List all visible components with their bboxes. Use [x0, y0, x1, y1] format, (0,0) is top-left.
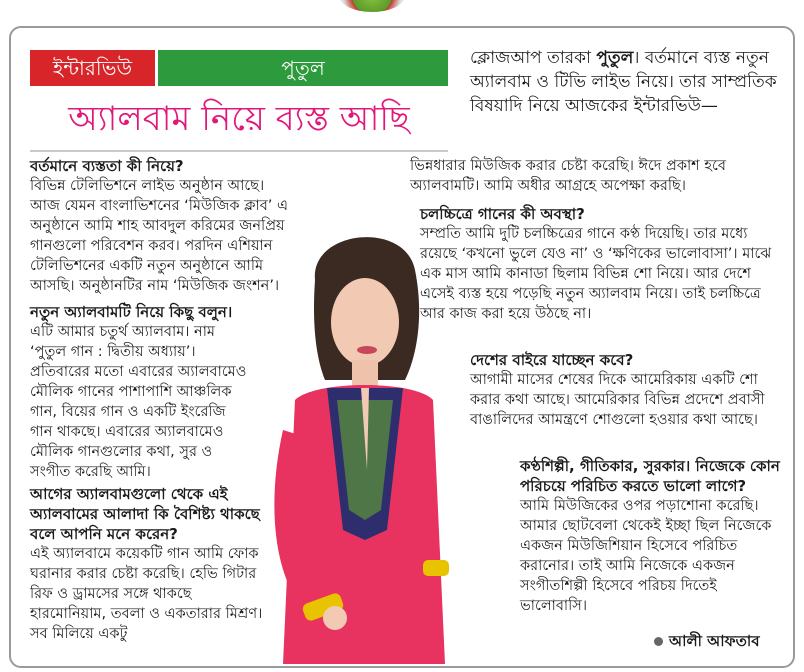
- hand: [323, 606, 347, 630]
- sleeve-cuff-right: [423, 560, 449, 576]
- question: বর্তমানে ব্যস্ততা কী নিয়ে?: [30, 157, 184, 175]
- answer: আমি মিউজিকের ওপর পড়াশোনা করেছি। আমার ছোটবেলা থেকেই ইচ্ছা ছিল নিজেকে একজন মিউজিশিয়ান হিসেবে পরিচিত করানোর। তাই আমি নিজেকে একজন সংগীতশিল্পী হিসেবে পরিচয় দিতেই ভালোবাসি।: [520, 498, 772, 614]
- answer: সম্প্রতি আমি দুটি চলচ্চিত্রের গানে কণ্ঠ দিয়েছি। তার মধ্যে রয়েছে ‘কখনো ভুলে যেও না’ ও ‘ক্ষণিকের ভালোবাসা’। মাঝে এক মাস আমি কানাডা ছিলাম বিভিন্ন শো নিয়ে। আর দেশে এসেই ব্যস্ত হয়ে পড়েছি নতুন অ্যালবাম নিয়ে। তাই চলচ্চিত্রে আর কাজ করা হয়ে উঠছে না।: [420, 226, 772, 322]
- subject-name-tag: পুতুল: [158, 50, 448, 86]
- intro-before: ক্লোজআপ তারকা: [470, 48, 591, 68]
- qa-block-3-continued: [410, 156, 780, 196]
- answer: এটি আমার চতুর্থ অ্যালবাম। নাম ‘পুতুল গান : দ্বিতীয় অধ্যায়’। প্রতিবারের মতো এবারের অ্যালবামেও মৌলিক গানের পাশাপাশি আঞ্চলিক গান, বিয়ের গান ও একটি ইংরেজি গান থাকছে। এবারের অ্যালবামেও মৌলিক গানগুলোর কথা, সুর ও সংগীত করেছি আমি।: [30, 324, 247, 480]
- qa-block-1: [30, 156, 292, 296]
- qa-block-4: [420, 204, 780, 324]
- headline: অ্যালবাম নিয়ে ব্যস্ত আছি: [68, 99, 410, 139]
- divider: [30, 150, 448, 152]
- answer: এই অ্যালবামে কয়েকটি গান আমি ফোক ঘরানার করার চেষ্টা করেছি। হেভি গিটার রিফ ও ড্রামসের সঙ্গে থাকছে হারমোনিয়াম, তবলা ও একতারার মিশ্রণ। সব মিলিয়ে একটু: [30, 546, 263, 642]
- section-tag: ইন্টারভিউ: [30, 50, 155, 86]
- qa-block-5: [470, 350, 770, 430]
- question: কণ্ঠশিল্পী, গীতিকার, সুরকার। নিজেকে কোন পরিচয়ে পরিচিত করতে ভালো লাগে?: [520, 457, 780, 495]
- intro-text: [470, 46, 780, 118]
- question: দেশের বাইরে যাচ্ছেন কবে?: [470, 351, 634, 369]
- answer: আগামী মাসের শেষের দিকে আমেরিকায় একটি শো করার কথা আছে। আমেরিকার বিভিন্ন প্রদেশে প্রবাসী বাঙালিদের আমন্ত্রণে শোগুলো হওয়ার কথা আছে।: [470, 372, 765, 428]
- qa-block-2: [30, 302, 252, 482]
- answer-continued: ভিন্নধারার মিউজিক করার চেষ্টা করেছি। ঈদে প্রকাশ হবে অ্যালবামটি। আমি অধীর আগ্রহে অপেক্ষা করছি।: [410, 158, 726, 194]
- byline: [654, 630, 760, 655]
- lips: [357, 346, 377, 354]
- question: নতুন অ্যালবামটি নিয়ে কিছু বলুন।: [30, 303, 233, 321]
- bullet-icon: [654, 637, 663, 646]
- qa-block-3: [30, 484, 270, 644]
- intro-name: পুতুল: [596, 48, 634, 68]
- byline-author: আলী আফতাব: [669, 632, 760, 650]
- answer: বিভিন্ন টেলিভিশনে লাইভ অনুষ্ঠান আছে। আজ যেমন বাংলাভিশনের ‘মিউজিক ক্লাব’ এ অনুষ্ঠানে আমি শাহ আবদুল করিমের জনপ্রিয় গানগুলো পরিবেশন করব। পরদিন এশিয়ান টেলিভিশনের একটি নতুন অনুষ্ঠানে আমি আসছি। অনুষ্ঠানটির নাম ‘মিউজিক জংশন’।: [30, 178, 289, 294]
- intro-after: । বর্তমানে ব্যস্ত নতুন অ্যালবাম ও টিভি লাইভ নিয়ে। তার সাম্প্রতিক বিষয়াদি নিয়ে আজকের ইন্টারভিউ—: [470, 48, 777, 116]
- top-decoration: [340, 0, 404, 12]
- question: চলচ্চিত্রে গানের কী অবস্থা?: [420, 205, 585, 223]
- question: আগের অ্যালবামগুলো থেকে এই অ্যালবামের আলাদা কি বৈশিষ্ট্য থাকছে বলে আপনি মনে করেন?: [30, 485, 260, 543]
- qa-block-6: [520, 456, 782, 616]
- portrait-photo: [255, 210, 465, 664]
- neck: [352, 360, 378, 388]
